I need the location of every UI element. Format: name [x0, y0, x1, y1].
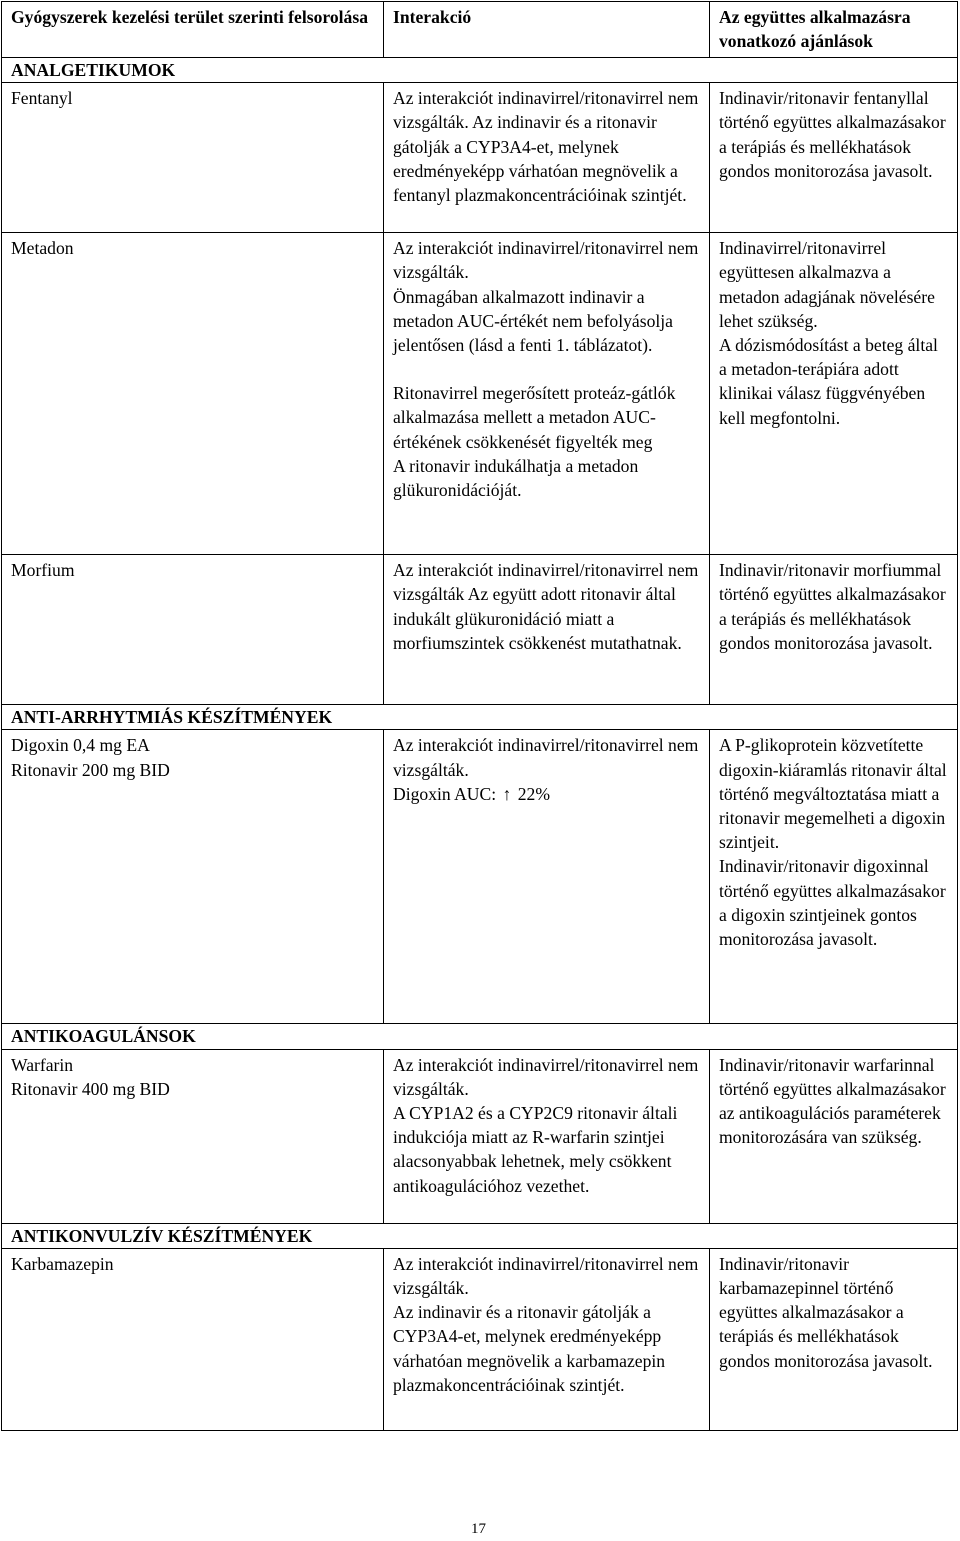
header-recommendation: Az együttes alkalmazásra vonatkozó ajánlások: [710, 2, 958, 58]
recommendation-cell: [710, 233, 958, 555]
section-row-analgetikumok: [2, 58, 958, 83]
interaction-text: Önmagában alkalmazott indinavir a metadon AUC-értékét nem befolyásolja jelentősen (lásd a fenti 1. táblázatot).: [393, 286, 673, 356]
interaction-cell: [384, 233, 710, 555]
recommendation-cell: [710, 730, 958, 1024]
paragraph-gap: [393, 357, 701, 381]
table-row-karbamazepin: [2, 1248, 958, 1430]
header-interaction: Interakció: [384, 2, 710, 58]
interaction-text: Az indinavir és a ritonavir gátolják a CYP3A4-et, melynek eredményeképp várhatóan megnövelik a karbamazepin plazmakoncentrációinak szintjét.: [393, 1302, 666, 1395]
recommendation-cell: Indinavir/ritonavir morfiummal történő együttes alkalmazásakor a terápiás és mellékhatások gondos monitorozása javasolt.: [710, 555, 958, 705]
recommendation-text: Indinavirrel/ritonavirrel együttesen alkalmazva a metadon adagjának növelésére lehet szükség.: [719, 238, 935, 331]
table-row-morfium: [2, 555, 958, 705]
drug-name: Digoxin 0,4 mg EA: [11, 735, 150, 756]
interaction-table: [1, 1, 958, 1431]
drug-cell: [2, 730, 384, 1024]
drug-cell: Morfium: [2, 555, 384, 705]
table-row-digoxin: [2, 730, 958, 1024]
interaction-cell: [384, 1049, 710, 1223]
arrow-up-icon: ↑: [502, 783, 512, 804]
interaction-text: Az interakciót indinavirrel/ritonavirrel nem vizsgálták.: [393, 1054, 699, 1099]
drug-cell: Fentanyl: [2, 83, 384, 233]
recommendation-text: A P-glikoprotein közvetítette digoxin-kiáramlás ritonavir által történő megváltoztatása miatt a ritonavir megemelheti a digoxin szintjeit.: [719, 735, 947, 853]
interaction-text: Ritonavirrel megerősített proteáz-gátlók alkalmazása mellett a metadon AUC-értékének csökkenését figyelték meg: [393, 383, 676, 452]
recommendation-text: Indinavir/ritonavir digoxinnal történő együttes alkalmazásakor a digoxin szintjeinek gontos monitorozása javasolt.: [719, 856, 946, 950]
section-row-antikoagulansok: [2, 1024, 958, 1049]
section-row-antiarrhytmias: [2, 705, 958, 730]
section-heading: ANTIKOAGULÁNSOK: [2, 1024, 958, 1049]
header-drugs: Gyógyszerek kezelési terület szerinti felsorolása: [2, 2, 384, 58]
auc-line: [393, 782, 701, 806]
drug-cell: [2, 1049, 384, 1223]
interaction-text: Az interakciót indinavirrel/ritonavirrel nem vizsgálták.: [393, 1253, 699, 1299]
recommendation-cell: Indinavir/ritonavir warfarinnal történő együttes alkalmazásakor az antikoagulációs paraméterek monitorozására van szükség.: [710, 1049, 958, 1223]
header-row: [2, 2, 958, 58]
drug-dose: Ritonavir 400 mg BID: [11, 1078, 170, 1099]
section-heading: ANTI-ARRHYTMIÁS KÉSZÍTMÉNYEK: [2, 705, 958, 730]
interaction-cell: Az interakciót indinavirrel/ritonavirrel nem vizsgálták Az együtt adott ritonavir által indukált glükuronidáció miatt a morfiumszintek csökkenést mutathatnak.: [384, 555, 710, 705]
interaction-cell: [384, 730, 710, 1024]
interaction-cell: Az interakciót indinavirrel/ritonavirrel nem vizsgálták. Az indinavir és a ritonavir gátolják a CYP3A4-et, melynek eredményeképp várhatóan megnövelik a fentanyl plazmakoncentrációinak szintjét.: [384, 83, 710, 233]
drug-cell: Metadon: [2, 233, 384, 555]
table-row-metadon: [2, 233, 958, 555]
interaction-text: Az interakciót indinavirrel/ritonavirrel nem vizsgálták.: [393, 735, 699, 780]
auc-value: 22%: [517, 783, 550, 804]
section-row-antikonvulziv: [2, 1223, 958, 1248]
interaction-text: A ritonavir indukálhatja a metadon glükuronidációját.: [393, 455, 639, 501]
auc-label: Digoxin AUC:: [393, 783, 497, 804]
drug-name: Warfarin: [11, 1054, 74, 1075]
interaction-text: A CYP1A2 és a CYP2C9 ritonavir általi indukciója miatt az R-warfarin szintjei alacsonyabbak lehetnek, mely csökkent antikoagulációhoz vezethet.: [393, 1103, 678, 1196]
recommendation-cell: Indinavir/ritonavir fentanyllal történő együttes alkalmazásakor a terápiás és mellékhatások gondos monitorozása javasolt.: [710, 83, 958, 233]
table-row-warfarin: [2, 1049, 958, 1223]
table-row-fentanyl: [2, 83, 958, 233]
drug-cell: Karbamazepin: [2, 1248, 384, 1430]
page-number: 17: [471, 1521, 486, 1537]
drug-dose: Ritonavir 200 mg BID: [11, 759, 170, 780]
section-heading: ANTIKONVULZÍV KÉSZÍTMÉNYEK: [2, 1223, 958, 1248]
recommendation-cell: Indinavir/ritonavir karbamazepinnel történő együttes alkalmazásakor a terápiás és mellékhatások gondos monitorozása javasolt.: [710, 1248, 958, 1430]
interaction-text: Az interakciót indinavirrel/ritonavirrel nem vizsgálták.: [393, 238, 699, 283]
recommendation-text: A dózismódosítást a beteg által a metadon-terápiára adott klinikai válasz függvényében kell megfontolni.: [719, 335, 938, 428]
section-heading: ANALGETIKUMOK: [2, 58, 958, 83]
interaction-cell: [384, 1248, 710, 1430]
